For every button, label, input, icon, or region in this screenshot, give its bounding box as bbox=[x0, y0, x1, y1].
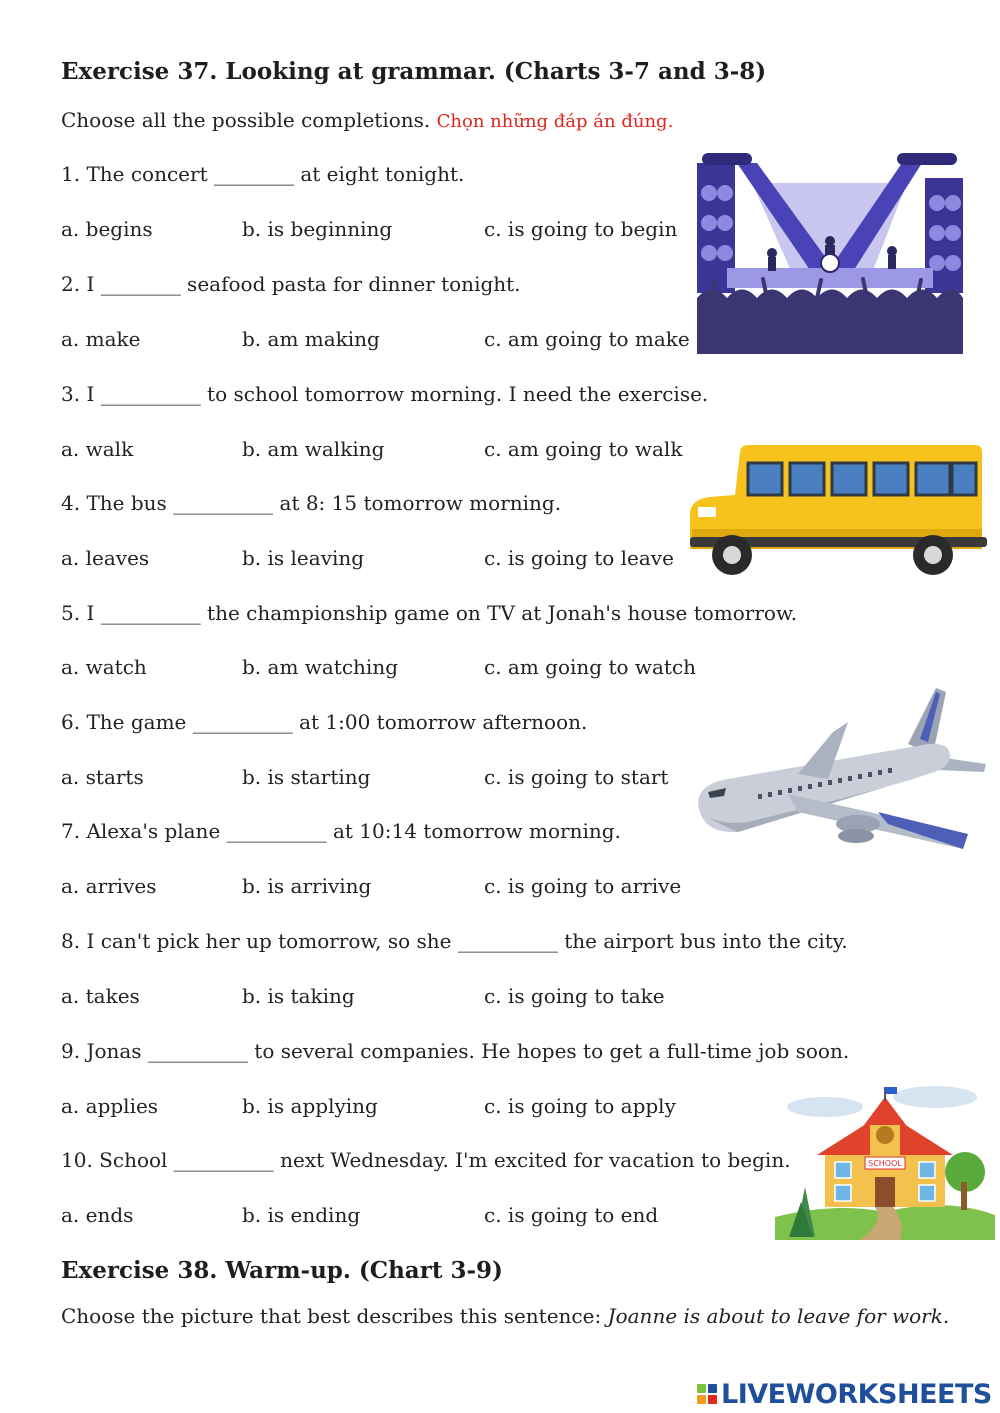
question-9: 9. Jonas __________ to several companies. He hopes to get a full-time job soon. bbox=[61, 1039, 850, 1063]
q4-option-c[interactable]: c. is going to leave bbox=[484, 546, 674, 570]
exercise-37-title: Exercise 37. Looking at grammar. (Charts 3-7 and 3-8) bbox=[61, 58, 767, 85]
q3-option-c[interactable]: c. am going to walk bbox=[484, 437, 683, 461]
question-8: 8. I can't pick her up tomorrow, so she __________ the airport bus into the city. bbox=[61, 929, 848, 953]
q1-option-a[interactable]: a. begins bbox=[61, 217, 153, 241]
q1-option-b[interactable]: b. is beginning bbox=[242, 217, 393, 241]
q5-option-c[interactable]: c. am going to watch bbox=[484, 655, 697, 679]
q2-option-a[interactable]: a. make bbox=[61, 327, 141, 351]
q9-option-a[interactable]: a. applies bbox=[61, 1094, 159, 1118]
q9-option-b[interactable]: b. is applying bbox=[242, 1094, 378, 1118]
school-bus-illustration bbox=[690, 437, 987, 580]
question-10: 10. School __________ next Wednesday. I'm excited for vacation to begin. bbox=[61, 1148, 791, 1172]
q5-option-b[interactable]: b. am watching bbox=[242, 655, 399, 679]
q4-option-b[interactable]: b. is leaving bbox=[242, 546, 365, 570]
q5-option-a[interactable]: a. watch bbox=[61, 655, 147, 679]
exercise-38-title: Exercise 38. Warm-up. (Chart 3-9) bbox=[61, 1257, 503, 1284]
q8-option-b[interactable]: b. is taking bbox=[242, 984, 355, 1008]
logo-mark-icon bbox=[697, 1384, 717, 1404]
instruction-vietnamese: Chọn những đáp án đúng. bbox=[436, 111, 674, 132]
q1-option-c[interactable]: c. is going to begin bbox=[484, 217, 678, 241]
school-sign-text: SCHOOL bbox=[868, 1159, 902, 1168]
q8-option-a[interactable]: a. takes bbox=[61, 984, 140, 1008]
q2-option-c[interactable]: c. am going to make bbox=[484, 327, 690, 351]
q3-option-a[interactable]: a. walk bbox=[61, 437, 134, 461]
question-4: 4. The bus __________ at 8: 15 tomorrow morning. bbox=[61, 491, 562, 515]
exercise-38-instruction bbox=[61, 1304, 949, 1328]
q3-option-b[interactable]: b. am walking bbox=[242, 437, 385, 461]
question-6: 6. The game __________ at 1:00 tomorrow afternoon. bbox=[61, 710, 588, 734]
q6-option-b[interactable]: b. is starting bbox=[242, 765, 371, 789]
exercise-38-sentence: Joanne is about to leave for work. bbox=[607, 1304, 950, 1328]
q8-option-c[interactable]: c. is going to take bbox=[484, 984, 665, 1008]
q7-option-a[interactable]: a. arrives bbox=[61, 874, 157, 898]
q9-option-c[interactable]: c. is going to apply bbox=[484, 1094, 676, 1118]
q10-option-b[interactable]: b. is ending bbox=[242, 1203, 361, 1227]
question-2: 2. I ________ seafood pasta for dinner tonight. bbox=[61, 272, 521, 296]
instruction-english: Choose all the possible completions. bbox=[61, 108, 431, 132]
logo-text: LIVEWORKSHEETS bbox=[721, 1378, 992, 1410]
question-1: 1. The concert ________ at eight tonight. bbox=[61, 162, 465, 186]
liveworksheets-logo bbox=[697, 1378, 992, 1410]
exercise-38-prompt: Choose the picture that best describes this sentence: bbox=[61, 1304, 602, 1328]
exercise-37-instruction bbox=[61, 108, 673, 132]
q6-option-c[interactable]: c. is going to start bbox=[484, 765, 669, 789]
q7-option-c[interactable]: c. is going to arrive bbox=[484, 874, 682, 898]
q4-option-a[interactable]: a. leaves bbox=[61, 546, 150, 570]
concert-stage-illustration bbox=[697, 153, 963, 354]
question-3: 3. I __________ to school tomorrow morning. I need the exercise. bbox=[61, 382, 709, 406]
q10-option-c[interactable]: c. is going to end bbox=[484, 1203, 659, 1227]
question-7: 7. Alexa's plane __________ at 10:14 tomorrow morning. bbox=[61, 819, 621, 843]
q10-option-a[interactable]: a. ends bbox=[61, 1203, 134, 1227]
airplane-illustration bbox=[688, 684, 988, 859]
q6-option-a[interactable]: a. starts bbox=[61, 765, 144, 789]
school-building-illustration bbox=[775, 1077, 995, 1240]
q7-option-b[interactable]: b. is arriving bbox=[242, 874, 372, 898]
question-5: 5. I __________ the championship game on TV at Jonah's house tomorrow. bbox=[61, 601, 798, 625]
q2-option-b[interactable]: b. am making bbox=[242, 327, 380, 351]
